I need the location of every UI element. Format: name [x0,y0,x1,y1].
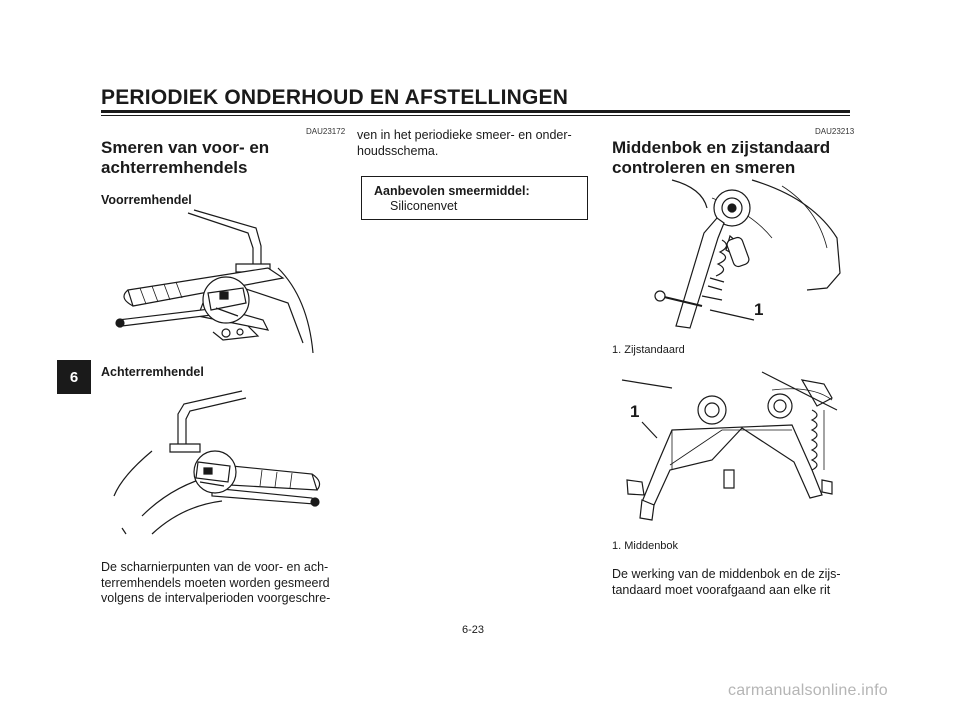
rear-lever-label: Achterremhendel [101,365,204,379]
chapter-tab: 6 [57,360,91,394]
lubricant-heading: Aanbevolen smeermiddel: [374,184,530,198]
sidestand-callout: 1 [754,300,764,319]
page-number: 6-23 [462,624,485,636]
front-lever-label: Voorremhendel [101,193,192,207]
header-rule-thin [101,115,850,116]
sidestand-caption: 1. Zijstandaard [612,344,685,356]
section-title-line: Middenbok en zijstandaard [612,138,831,157]
section-title-stands [612,138,830,178]
sidestand-illustration [612,178,852,338]
paragraph-line: De werking van de middenbok en de zijs- [612,567,841,581]
section-title-line: Smeren van voor- en [101,138,270,157]
section-code: DAU23172 [306,127,346,136]
paragraph-line: houdsschema. [357,143,439,158]
paragraph-line: De scharnierpunten van de voor- en ach- [101,560,329,574]
watermark: carmanualsonline.info [728,682,888,699]
middle-paragraph [357,128,605,159]
paragraph-line: terremhendels moeten worden gesmeerd [101,575,330,590]
left-paragraph [101,560,349,607]
paragraph-line: volgens de intervalperioden voorgeschre- [101,591,331,605]
section-title-line: controleren en smeren [612,158,796,177]
page-header-title: PERIODIEK ONDERHOUD EN AFSTELLINGEN [101,86,569,109]
paragraph-line: ven in het periodieke smeer- en onder- [357,128,572,142]
section-code: DAU23213 [815,127,855,136]
recommended-lubricant-box [361,176,588,220]
centerstand-illustration [612,370,852,530]
rear-brake-lever-illustration [112,386,327,538]
header-rule-thick [101,110,850,113]
paragraph-line: tandaard moet voorafgaand aan elke rit [612,582,831,597]
right-paragraph [612,567,857,598]
front-brake-lever-illustration [108,208,323,358]
section-title-line: achterremhendels [101,158,248,177]
centerstand-callout: 1 [630,402,640,421]
centerstand-caption: 1. Middenbok [612,540,679,552]
section-title-brake-levers [101,138,269,178]
lubricant-value: Siliconenvet [390,199,458,213]
